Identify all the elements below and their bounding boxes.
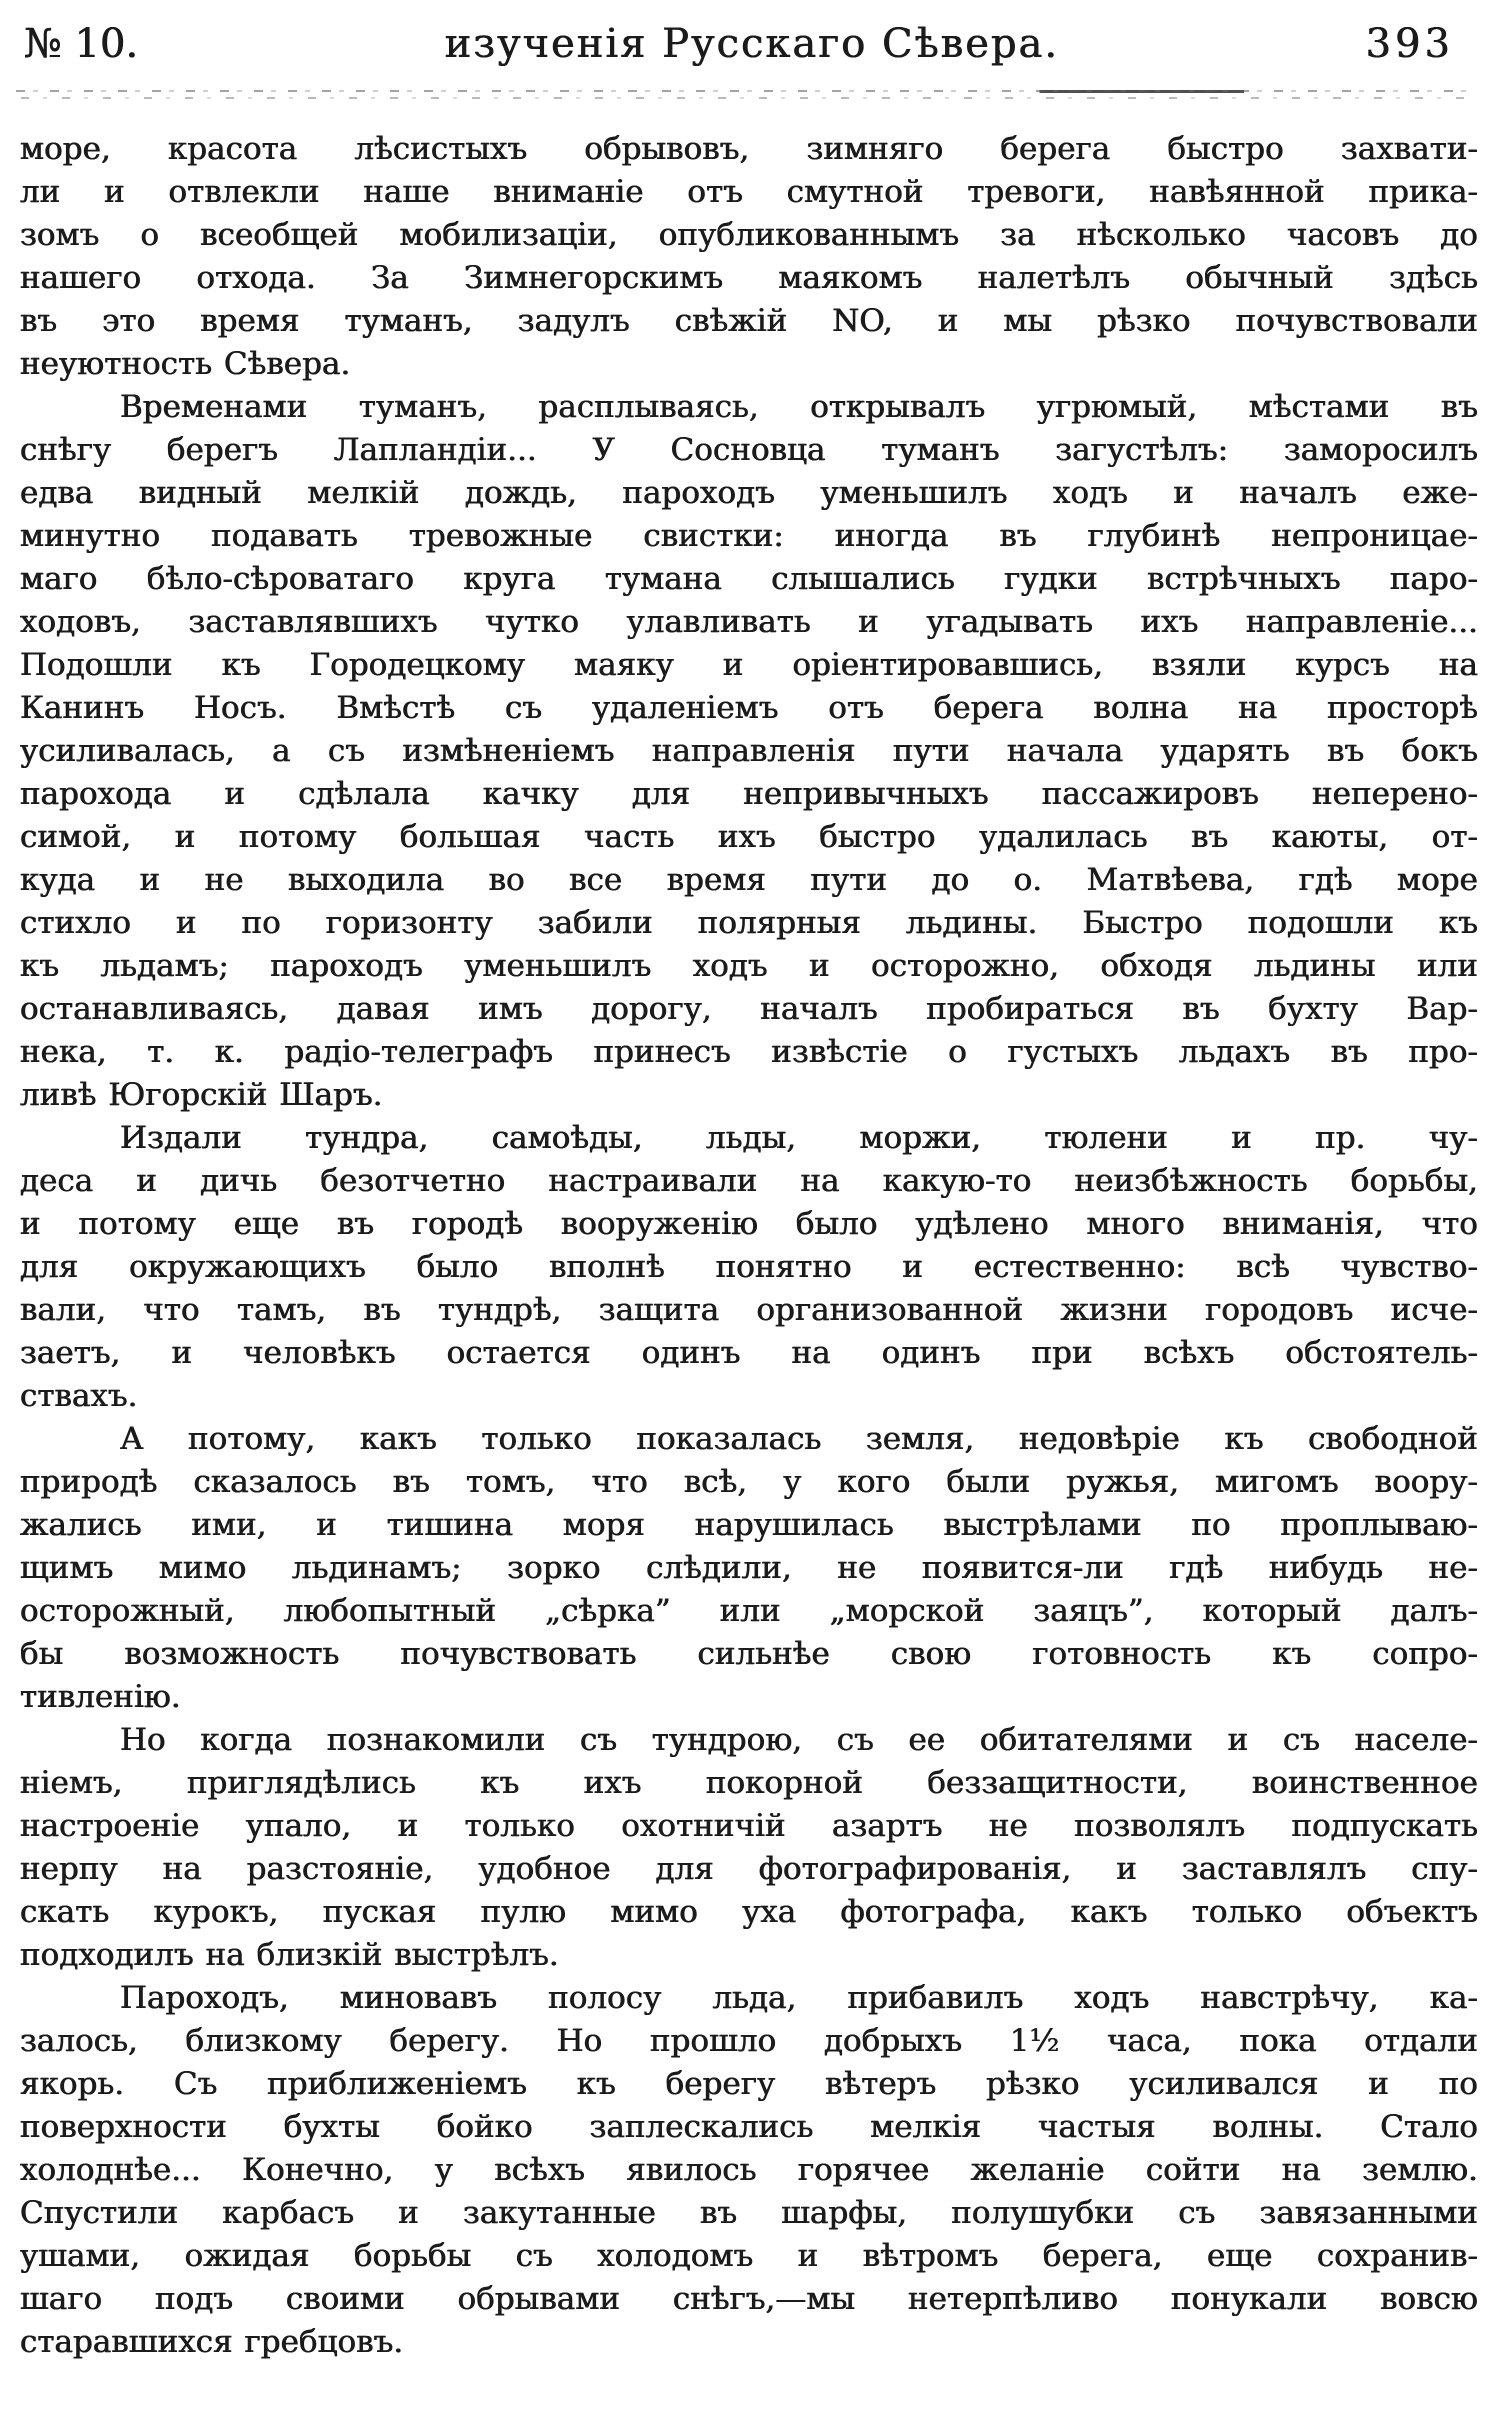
text-line: Но когда познакомили съ тундрою, съ ее обитателями и съ населе- <box>120 1722 1478 1758</box>
text-line: якорь. Съ приближеніемъ къ берегу вѣтеръ рѣзко усиливался и по <box>20 2066 1478 2102</box>
text-line: нерпу на разстояніе, удобное для фотографированія, и заставлялъ спу- <box>20 1851 1478 1887</box>
text-line: къ льдамъ; пароходъ уменьшилъ ходъ и осторожно, обходя льдины или <box>20 948 1478 984</box>
text-line: ствахъ. <box>20 1378 138 1414</box>
text-line: ніемъ, приглядѣлись къ ихъ покорной беззащитности, воинственное <box>20 1765 1478 1801</box>
text-line: ли и отвлекли наше вниманіе отъ смутной тревоги, навѣянной прика- <box>20 174 1478 210</box>
text-line: минутно подавать тревожные свистки: иногда въ глубинѣ непроницае- <box>20 518 1478 554</box>
text-line: ливѣ Югорскій Шаръ. <box>20 1077 383 1113</box>
text-line: холоднѣе... Конечно, у всѣхъ явилось горячее желаніе сойти на землю. <box>20 2152 1478 2188</box>
text-line: Канинъ Носъ. Вмѣстѣ съ удаленіемъ отъ берега волна на просторѣ <box>20 690 1478 726</box>
text-line: настроеніе упало, и только охотничій азартъ не позволялъ подпускать <box>20 1808 1478 1844</box>
separator-rule <box>16 90 1478 102</box>
text-line: усиливалась, а съ измѣненіемъ направленія пути начала ударять въ бокъ <box>20 733 1478 769</box>
text-line: нека, т. к. радіо-телеграфъ принесъ извѣстіе о густыхъ льдахъ въ про- <box>20 1034 1478 1070</box>
text-line: Издали тундра, самоѣды, льды, моржи, тюлени и пр. чу- <box>120 1120 1478 1156</box>
text-line: подходилъ на близкій выстрѣлъ. <box>20 1937 559 1973</box>
text-line: тивленію. <box>20 1679 181 1715</box>
text-line: неуютность Сѣвера. <box>20 346 351 382</box>
text-line: ушами, ожидая борьбы съ холодомъ и вѣтромъ берега, еще сохранив- <box>20 2238 1478 2274</box>
text-line: и потому еще въ городѣ вооруженію было удѣлено много вниманія, что <box>20 1206 1478 1242</box>
text-line: симой, и потому большая часть ихъ быстро удалилась въ каюты, от- <box>20 819 1478 855</box>
text-line: скать курокъ, пуская пулю мимо уха фотографа, какъ только объектъ <box>20 1894 1478 1930</box>
page-number: 393 <box>1365 21 1454 67</box>
text-line: жались ими, и тишина моря нарушилась выстрѣлами по проплываю- <box>20 1507 1478 1543</box>
text-line: заетъ, и человѣкъ остается одинъ на одинъ при всѣхъ обстоятель- <box>20 1335 1478 1371</box>
text-line: вали, что тамъ, въ тундрѣ, защита организованной жизни городовъ исче- <box>20 1292 1478 1328</box>
running-header <box>0 0 1494 68</box>
text-line: осторожный, любопытный „сѣрка” или „морской заяцъ”, который далъ- <box>20 1593 1478 1629</box>
text-line: въ это время туманъ, задулъ свѣжій NO, и мы рѣзко почувствовали <box>20 303 1478 339</box>
text-line: маго бѣло-сѣроватаго круга тумана слышались гудки встрѣчныхъ паро- <box>20 561 1478 597</box>
text-line: Спустили карбасъ и закутанные въ шарфы, полушубки съ завязанными <box>20 2195 1478 2231</box>
text-line: щимъ мимо льдинамъ; зорко слѣдили, не появится-ли гдѣ нибудь не- <box>20 1550 1478 1586</box>
text-line: деса и дичь безотчетно настраивали на какую-то неизбѣжность борьбы, <box>20 1163 1478 1199</box>
text-line: шаго подъ своими обрывами снѣгъ,—мы нетерпѣливо понукали вовсю <box>20 2281 1478 2317</box>
text-line: останавливаясь, давая имъ дорогу, началъ пробираться въ бухту Вар- <box>20 991 1478 1027</box>
text-line: куда и не выходила во все время пути до о. Матвѣева, гдѣ море <box>20 862 1478 898</box>
text-line: старавшихся гребцовъ. <box>20 2324 404 2360</box>
text-line: стихло и по горизонту забили полярныя льдины. Быстро подошли къ <box>20 905 1478 941</box>
page-text <box>0 128 1494 2364</box>
text-line: море, красота лѣсистыхъ обрывовъ, зимняго берега быстро захвати- <box>20 131 1478 167</box>
text-line: бы возможность почувствовать сильнѣе свою готовность къ сопро- <box>20 1636 1478 1672</box>
text-line: природѣ сказалось въ томъ, что всѣ, у кого были ружья, мигомъ воору- <box>20 1464 1478 1500</box>
text-line: для окружающихъ было вполнѣ понятно и естественно: всѣ чувство- <box>20 1249 1478 1285</box>
text-line: поверхности бухты бойко заплескались мелкія частыя волны. Стало <box>20 2109 1478 2145</box>
text-line: парохода и сдѣлала качку для непривычныхъ пассажировъ неперено- <box>20 776 1478 812</box>
text-line: нашего отхода. За Зимнегорскимъ маякомъ налетѣлъ обычный здѣсь <box>20 260 1478 296</box>
text-line: А потому, какъ только показалась земля, недовѣріе къ свободной <box>120 1421 1478 1457</box>
text-line: зомъ о всеобщей мобилизаціи, опубликованнымъ за нѣсколько часовъ до <box>20 217 1478 253</box>
text-line: Пароходъ, миновавъ полосу льда, прибавилъ ходъ навстрѣчу, ка- <box>120 1980 1478 2016</box>
text-line: ходовъ, заставлявшихъ чутко улавливать и угадывать ихъ направленіе... <box>20 604 1478 640</box>
running-title: изученія Русскаго Сѣвера. <box>444 21 1060 67</box>
text-line: Подошли къ Городецкому маяку и оріентировавшись, взяли курсъ на <box>20 647 1478 683</box>
text-line: залось, близкому берегу. Но прошло добрыхъ 1½ часа, пока отдали <box>20 2023 1478 2059</box>
text-line: едва видный мелкій дождь, пароходъ уменьшилъ ходъ и началъ еже- <box>20 475 1478 511</box>
text-line: снѣгу берегъ Лапландіи... У Сосновца туманъ загустѣлъ: заморосилъ <box>20 432 1478 468</box>
issue-number: № 10. <box>24 21 139 67</box>
text-line: Временами туманъ, расплываясь, открывалъ угрюмый, мѣстами въ <box>120 389 1478 425</box>
